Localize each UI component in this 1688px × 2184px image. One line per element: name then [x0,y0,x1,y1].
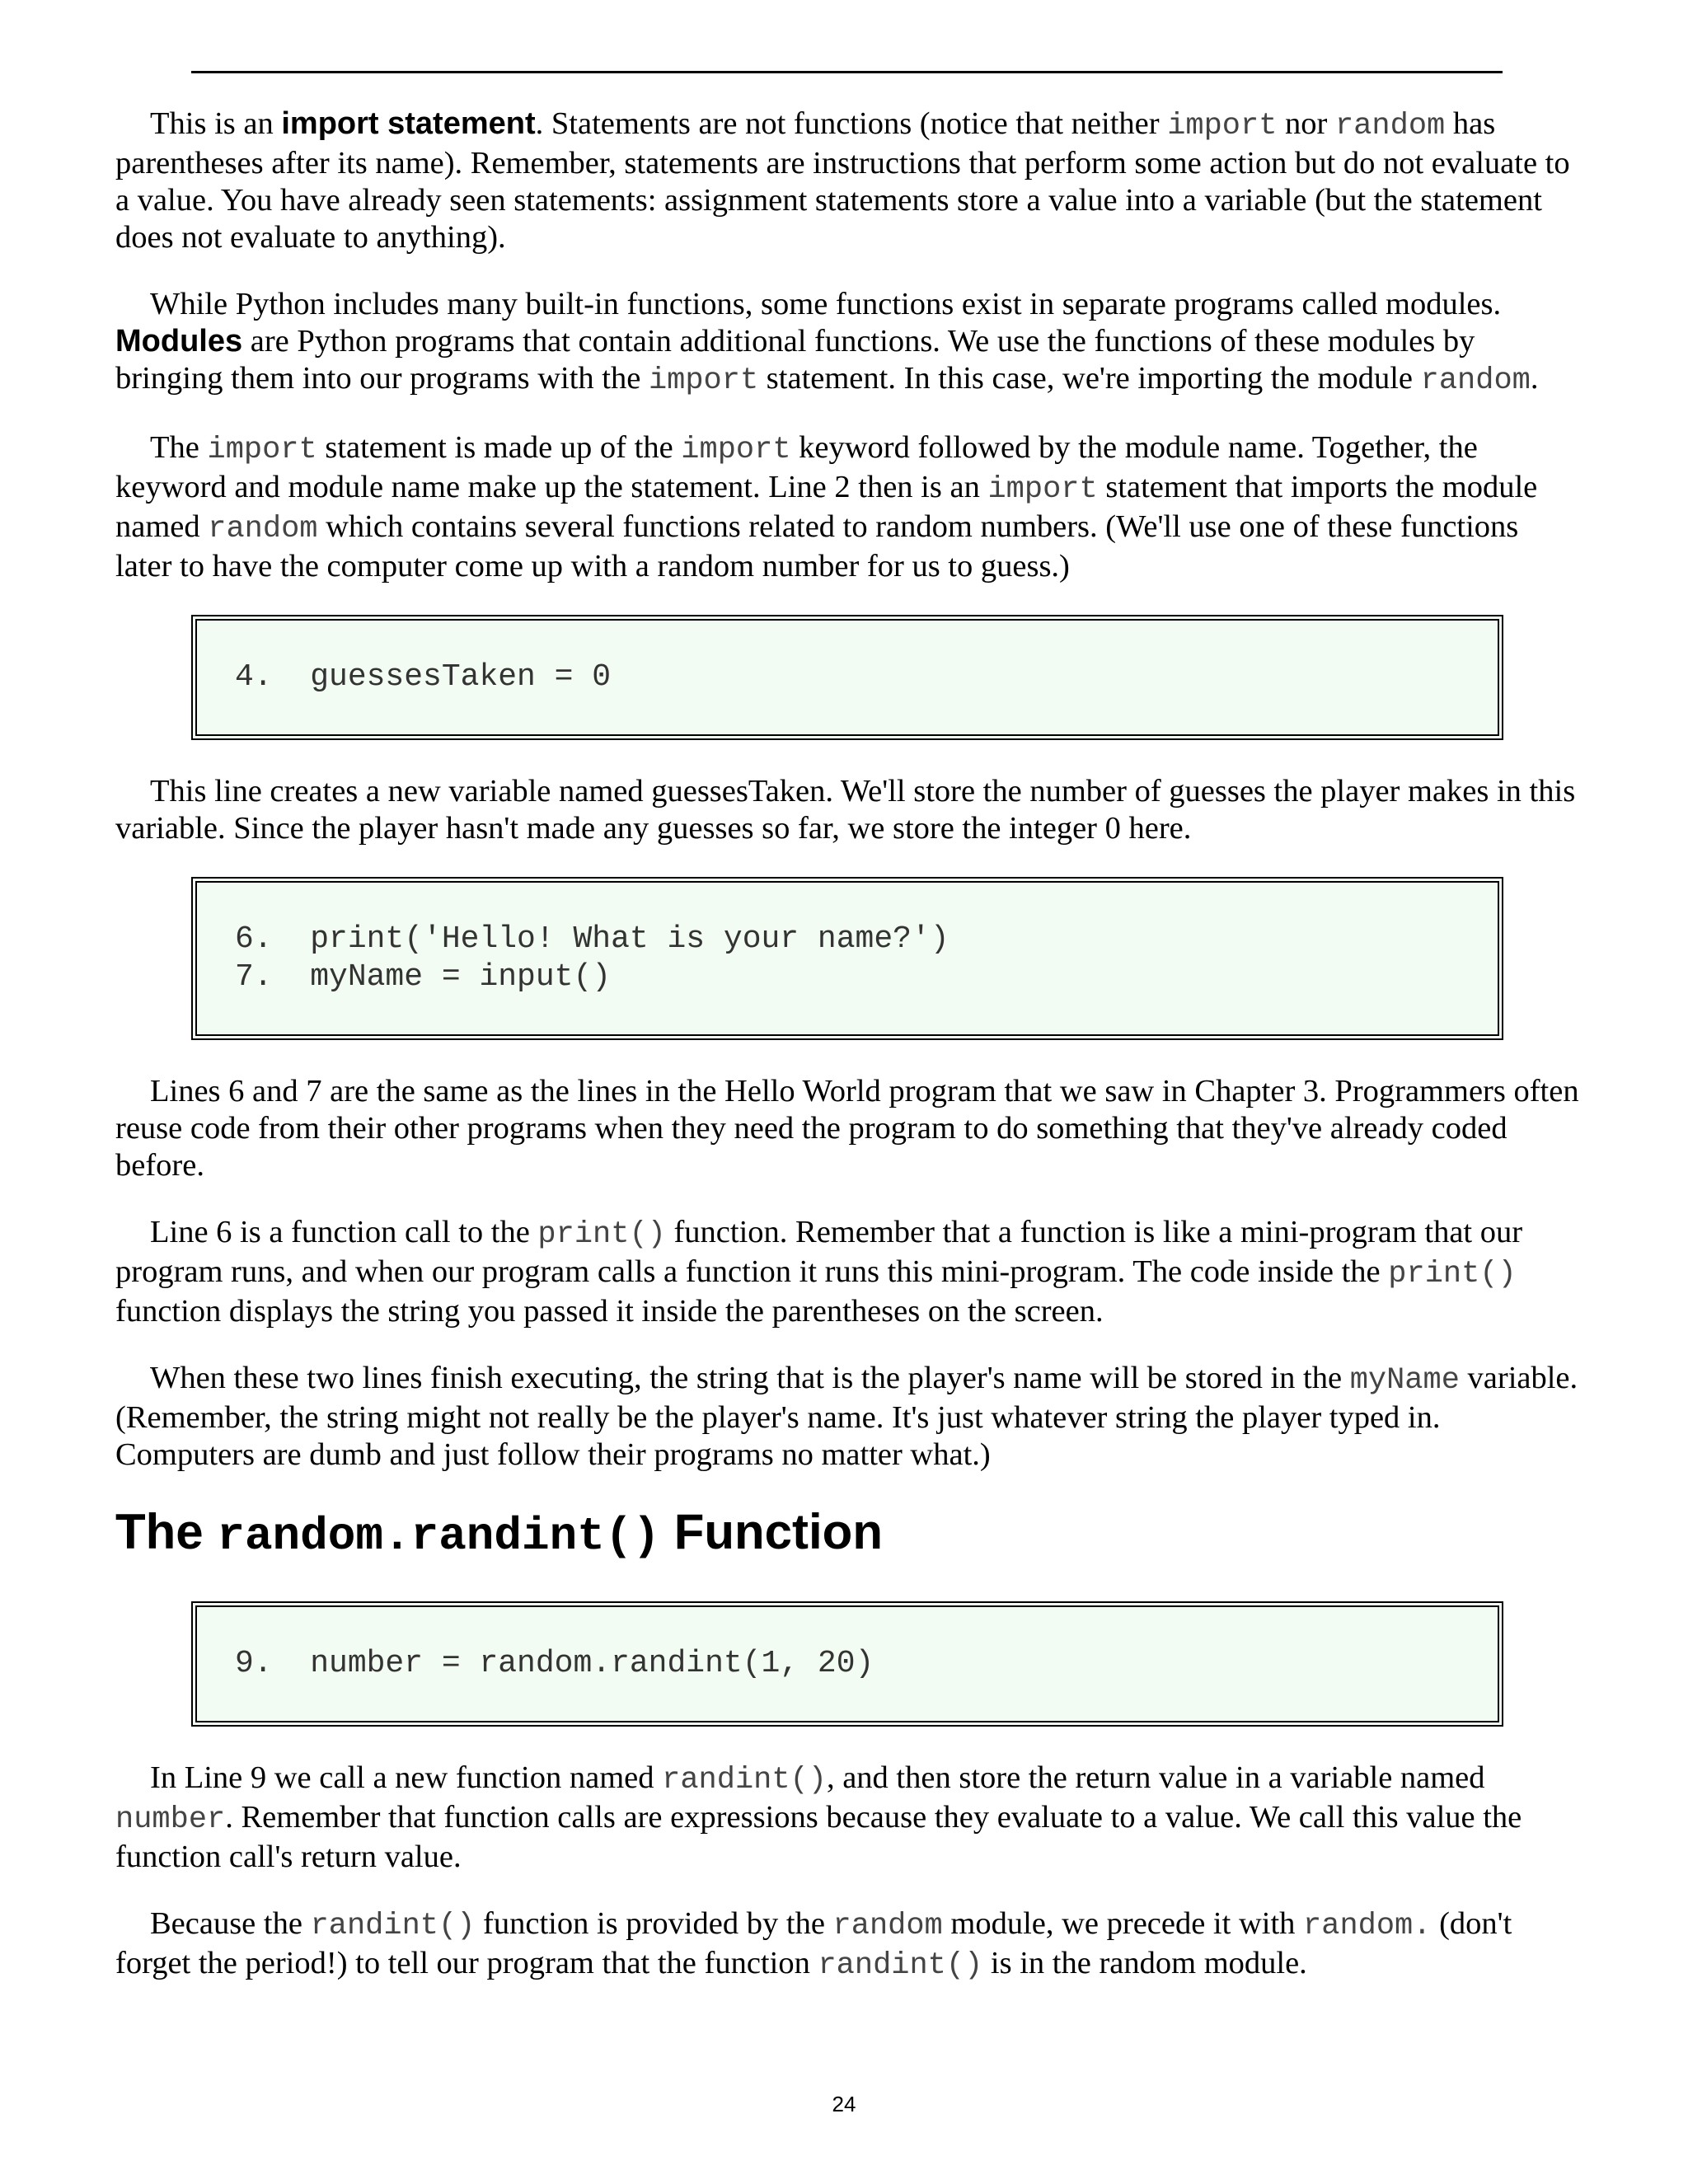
code-block-lines-6-7 [191,877,1503,1040]
text: The [150,430,208,465]
paragraph-myname [115,1360,1582,1474]
text: module, we precede it with [942,1906,1304,1941]
term-import-statement: import statement [281,106,536,141]
top-rule [191,71,1503,73]
code-line: 6. print('Hello! What is your name?') [235,921,950,957]
text: (don't forget the period!) to tell our program that the function [115,1906,1512,1980]
text: is in the random module. [982,1946,1307,1980]
text: , and then store the return value in a variable named [826,1760,1485,1795]
text: Lines 6 and 7 are the same as the lines in the Hello World program that we saw in Chapter 3. Programmers often reuse code from their other programs when they need the program to do something that they've already coded before. [115,1074,1579,1183]
text: statement. In this case, we're importing the module [758,361,1421,396]
inline-code: randint() [310,1909,476,1943]
text: has parentheses after its name). Remember, statements are instructions that perform some action but do not evaluate to a value. You have already seen statements: assignment statements store a value into a variable (but the statement does not evaluate to anything). [115,106,1570,255]
inline-code: print() [1388,1257,1517,1291]
inline-code: number [115,1802,226,1837]
code-line: 9. number = random.randint(1, 20) [235,1646,874,1681]
text: nor [1277,106,1335,141]
inline-code: random [1420,363,1531,398]
text: While Python includes many built-in functions, some functions exist in separate programs called modules. [150,287,1502,321]
text: . Remember that function calls are expressions because they evaluate to a value. We call this value the function call's return value. [115,1800,1522,1874]
inline-code: import [207,433,317,467]
text: When these two lines finish executing, the string that is the player's name will be stored in the [150,1361,1350,1395]
heading-text: Function [660,1504,883,1559]
text: function. Remember that a function is like a mini-program that our program runs, and when our program calls a function it runs this mini-program. The code inside the [115,1215,1523,1289]
text: are Python programs that contain additional functions. We use the functions of these modules by bringing them into our programs with the [115,324,1475,396]
text: Because the [150,1906,311,1941]
inline-code: randint() [818,1948,983,1983]
paragraph-guesses-taken [115,773,1582,847]
term-modules: Modules [115,324,243,359]
inline-code: print() [537,1217,666,1252]
text: This is an [150,106,282,141]
inline-code: myName [1349,1363,1460,1398]
paragraph-reuse-code [115,1073,1582,1184]
code-block-line-4 [191,615,1503,740]
text: In Line 9 we call a new function named [150,1760,663,1795]
inline-code: import [1167,109,1278,143]
inline-code: import [987,472,1098,507]
text: . Statements are not functions (notice that neither [535,106,1168,141]
inline-code: randint() [662,1763,827,1797]
paragraph-import-keyword [115,429,1582,585]
text: variable. (Remember, the string might not really be the player's name. It's just whatever string the player typed in. Computers are dumb and just follow their programs no matter what.) [115,1361,1578,1472]
paragraph-modules [115,286,1582,400]
inline-code: random. [1303,1909,1432,1943]
paragraph-print-function [115,1214,1582,1330]
paragraph-randint-call [115,1760,1582,1876]
text: function is provided by the [475,1906,833,1941]
page-number: 24 [832,2092,856,2116]
code-line: 7. myName = input() [235,959,612,995]
section-heading [115,1503,1582,1565]
text: function displays the string you passed it inside the parentheses on the screen. [115,1294,1104,1329]
paragraph-import-statement [115,105,1582,256]
inline-code: random [1335,109,1446,143]
code-block-line-9 [191,1601,1503,1727]
heading-code: random.randint() [217,1510,661,1563]
text: . [1530,361,1539,396]
page-content [115,105,1582,2014]
inline-code: import [681,433,791,467]
inline-code: random [832,1909,943,1943]
inline-code: random [208,512,318,546]
heading-text: The [115,1504,218,1559]
text: keyword followed by the module name. Together, the keyword and module name make up the statement. Line 2 then is an [115,430,1478,504]
inline-code: import [648,363,759,398]
text: Line 6 is a function call to the [150,1215,538,1249]
text: statement is made up of the [316,430,682,465]
code-line: 4. guessesTaken = 0 [235,659,612,695]
paragraph-random-module [115,1905,1582,1985]
text: statement that imports the module named [115,470,1538,544]
text: which contains several functions related to random numbers. (We'll use one of these functions later to have the computer come up with a random number for us to guess.) [115,509,1519,583]
text: This line creates a new variable named guessesTaken. We'll store the number of guesses the player makes in this variable. Since the player hasn't made any guesses so far, we store the integer 0 here. [115,774,1576,846]
